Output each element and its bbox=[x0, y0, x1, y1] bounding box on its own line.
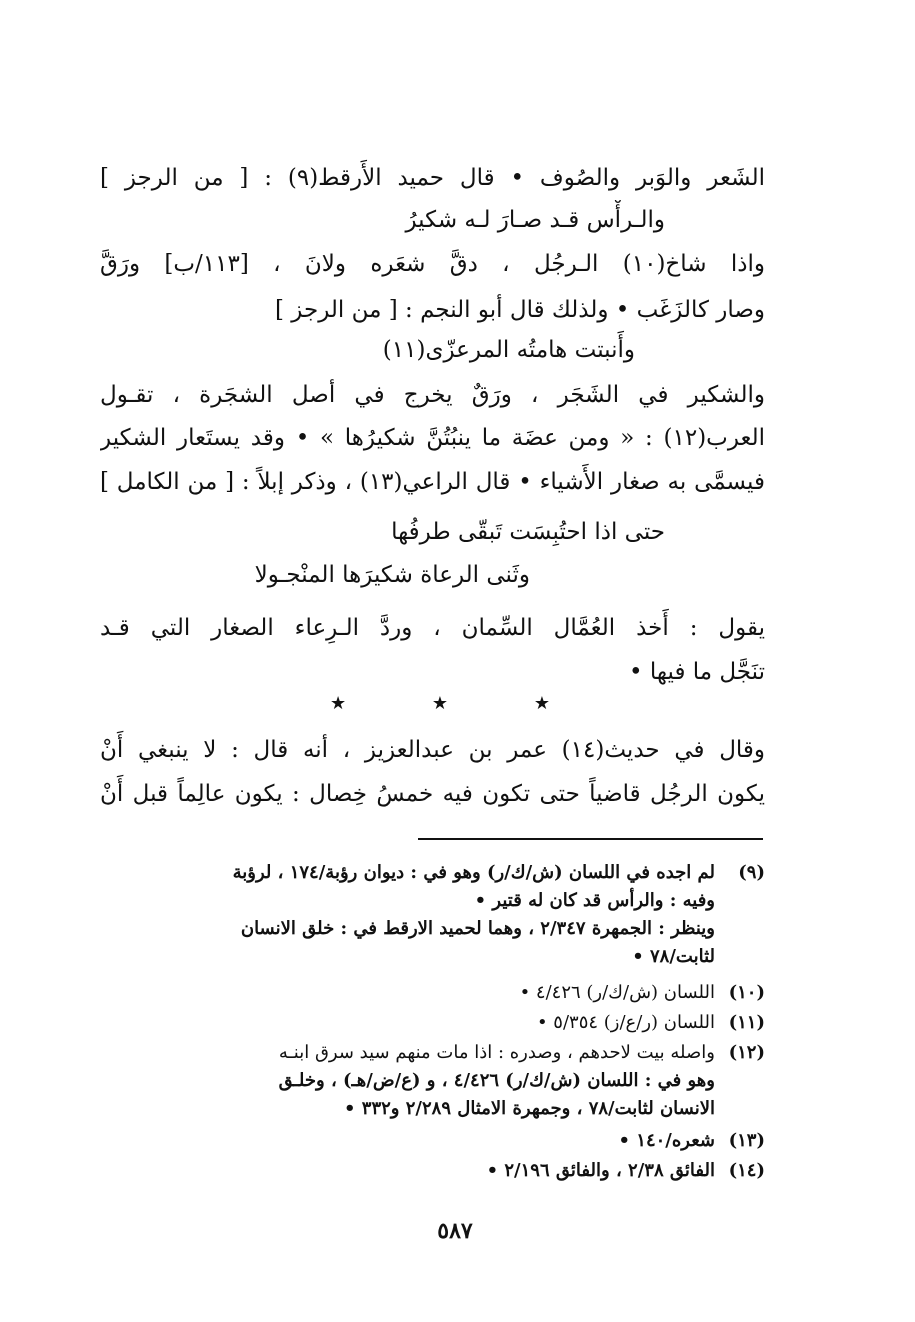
footnote-13-line-1: شعره/١٤٠ • bbox=[618, 1130, 715, 1151]
footnote-12-line-1: واصله بيت لاحدهم ، وصدره : اذا مات منهم سيد سرق ابنـه bbox=[278, 1042, 715, 1063]
footnote-11-line-1: اللسان (ر/ع/ز) ٥/٣٥٤ • bbox=[536, 1012, 715, 1033]
footnote-9-line-4: لثابت/٧٨ • bbox=[632, 946, 715, 967]
footnote-number-10: (١٠) bbox=[728, 982, 765, 1003]
verse-line-1: والـرأْس قـد صـارَ لـه شكيرُ bbox=[405, 207, 665, 233]
body-line-5: العرب(١٢) : « ومن عضَة ما ينبُتُنَّ شكيرُها » • وقد يستَعار الشكير bbox=[100, 425, 765, 451]
body-line-1: الشَعر والوَبر والصُوف • قال حميد الأَرقط(٩) : [ من الرجز ] bbox=[100, 165, 765, 191]
footnote-10-line-1: اللسان (ش/ك/ر) ٤/٤٢٦ • bbox=[519, 982, 715, 1003]
footnote-number-13: (١٣) bbox=[728, 1130, 765, 1151]
footnote-9-line-1: لم اجده في اللسان (ش/ك/ر) وهو في : ديوان رؤبة/١٧٤ ، لرؤبة bbox=[232, 862, 715, 883]
footnote-rule bbox=[418, 838, 763, 840]
page-number: ٥٨٧ bbox=[437, 1218, 473, 1244]
footnote-12-line-3: الانسان لثابت/٧٨ ، وجمهرة الامثال ٢/٢٨٩ و٣٣٢ • bbox=[344, 1098, 715, 1119]
footnote-9-line-3: وينظر : الجمهرة ٢/٣٤٧ ، وهما لحميد الارقط في : خلق الانسان bbox=[240, 918, 715, 939]
star-icon: ★ bbox=[330, 693, 347, 714]
body-line-6: فيسمَّى به صغار الأَشياء • قال الراعي(١٣) ، وذكر إبلاً : [ من الكامل ] bbox=[100, 469, 765, 495]
body-line-3: وصار كالزَغَب • ولذلك قال أبو النجم : [ من الرجز ] bbox=[275, 297, 765, 323]
section-separator bbox=[330, 692, 550, 716]
star-icon: ★ bbox=[533, 693, 550, 714]
body-line-9: وقال في حديث(١٤) عمر بن عبدالعزيز ، أنه قال : لا ينبغي أَنْ bbox=[100, 737, 765, 763]
footnote-number-14: (١٤) bbox=[728, 1160, 765, 1181]
footnote-12-line-2: وهو في : اللسان (ش/ك/ر) ٤/٤٢٦ ، و (ع/ض/هـ) ، وخلـق bbox=[278, 1070, 715, 1091]
body-line-8: تنَجَّل ما فيها • bbox=[629, 659, 765, 685]
body-line-4: والشكير في الشَجَر ، ورَقٌ يخرج في أصل الشجَرة ، تقـول bbox=[100, 382, 765, 408]
footnote-number-9: (٩) bbox=[738, 862, 765, 883]
verse-line-4: وثَنى الرعاة شكيرَها المنْجـولا bbox=[254, 562, 530, 588]
footnote-number-11: (١١) bbox=[728, 1012, 765, 1033]
verse-line-3: حتى اذا احتُبِسَت تَبقّى طرفُها bbox=[391, 519, 665, 545]
body-line-10: يكون الرجُل قاضياً حتى تكون فيه خمسُ خِصال : يكون عالِماً قبل أَنْ bbox=[100, 781, 765, 807]
body-line-7: يقول : أَخذ العُمَّال السِّمان ، وردَّ الـرِعاء الصغار التي قـد bbox=[100, 615, 765, 641]
footnote-14-line-1: الفائق ٢/٣٨ ، والفائق ٢/١٩٦ • bbox=[486, 1160, 715, 1181]
footnote-9-line-2: وفيه : والرأس قد كان له قتير • bbox=[474, 890, 715, 911]
body-line-2: واذا شاخ(١٠) الـرجُل ، دقَّ شعَره ولانَ ، [١١٣/ب] ورَقَّ bbox=[100, 251, 765, 277]
verse-line-2: وأَنبتت هامتُه المرعزّى(١١) bbox=[382, 337, 635, 363]
footnote-number-12: (١٢) bbox=[728, 1042, 765, 1063]
star-icon: ★ bbox=[431, 693, 449, 714]
